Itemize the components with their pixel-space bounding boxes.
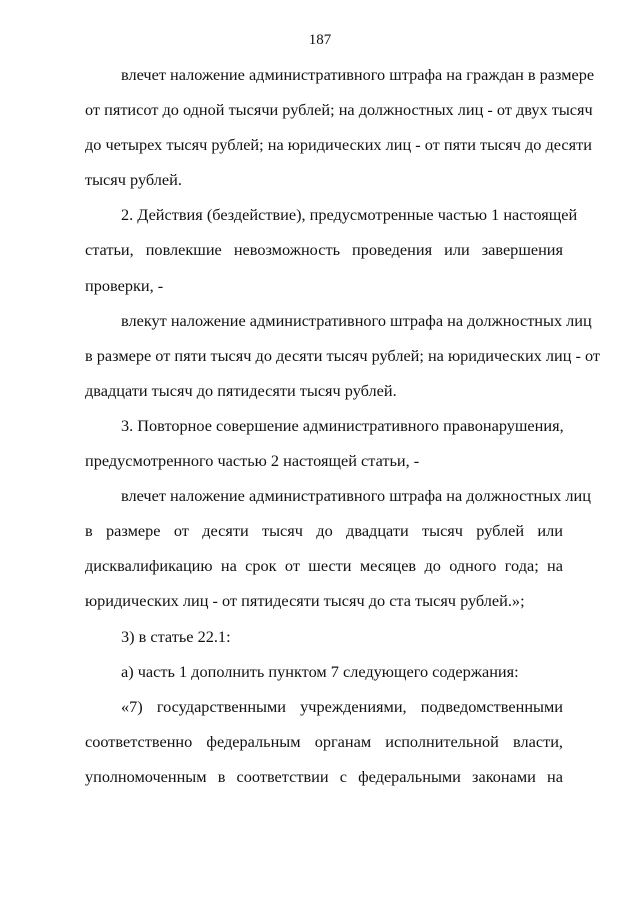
text-line: «7) государственными учреждениями, подведомственными [121, 696, 563, 716]
text-line: 3. Повторное совершение административного правонарушения, [121, 415, 564, 435]
text-line: юридических лиц - от пятидесяти тысяч до ста тысяч рублей.»; [85, 591, 525, 611]
page-number: 187 [308, 32, 332, 48]
text-line: в размере от пяти тысяч до десяти тысяч рублей; на юридических лиц - от [85, 345, 601, 365]
text-line: а) часть 1 дополнить пунктом 7 следующего содержания: [121, 661, 519, 681]
text-line: проверки, - [85, 275, 164, 295]
text-line: статьи, повлекшие невозможность проведения или завершения [85, 240, 563, 260]
text-line: влечет наложение административного штрафа на должностных лиц [121, 486, 591, 506]
text-line: соответственно федеральным органам исполнительной власти, [85, 731, 563, 751]
text-line: 3) в статье 22.1: [121, 626, 231, 646]
text-line: дисквалификацию на срок от шести месяцев до одного года; на [85, 556, 563, 576]
text-line: влекут наложение административного штрафа на должностных лиц [121, 310, 592, 330]
text-line: от пятисот до одной тысячи рублей; на должностных лиц - от двух тысяч [85, 100, 593, 120]
text-line: уполномоченным в соответствии с федеральными законами на [85, 766, 563, 786]
text-line: 2. Действия (бездействие), предусмотренные частью 1 настоящей [121, 205, 578, 225]
text-line: до четырех тысяч рублей; на юридических лиц - от пяти тысяч до десяти [85, 135, 592, 155]
text-line: в размере от десяти тысяч до двадцати тысяч рублей или [85, 521, 563, 541]
text-line: тысяч рублей. [85, 170, 182, 190]
document-body [85, 57, 601, 794]
text-line: влечет наложение административного штрафа на граждан в размере [121, 65, 595, 84]
text-line: двадцати тысяч до пятидесяти тысяч рублей. [85, 380, 397, 400]
text-line: предусмотренного частью 2 настоящей статьи, - [85, 451, 420, 471]
